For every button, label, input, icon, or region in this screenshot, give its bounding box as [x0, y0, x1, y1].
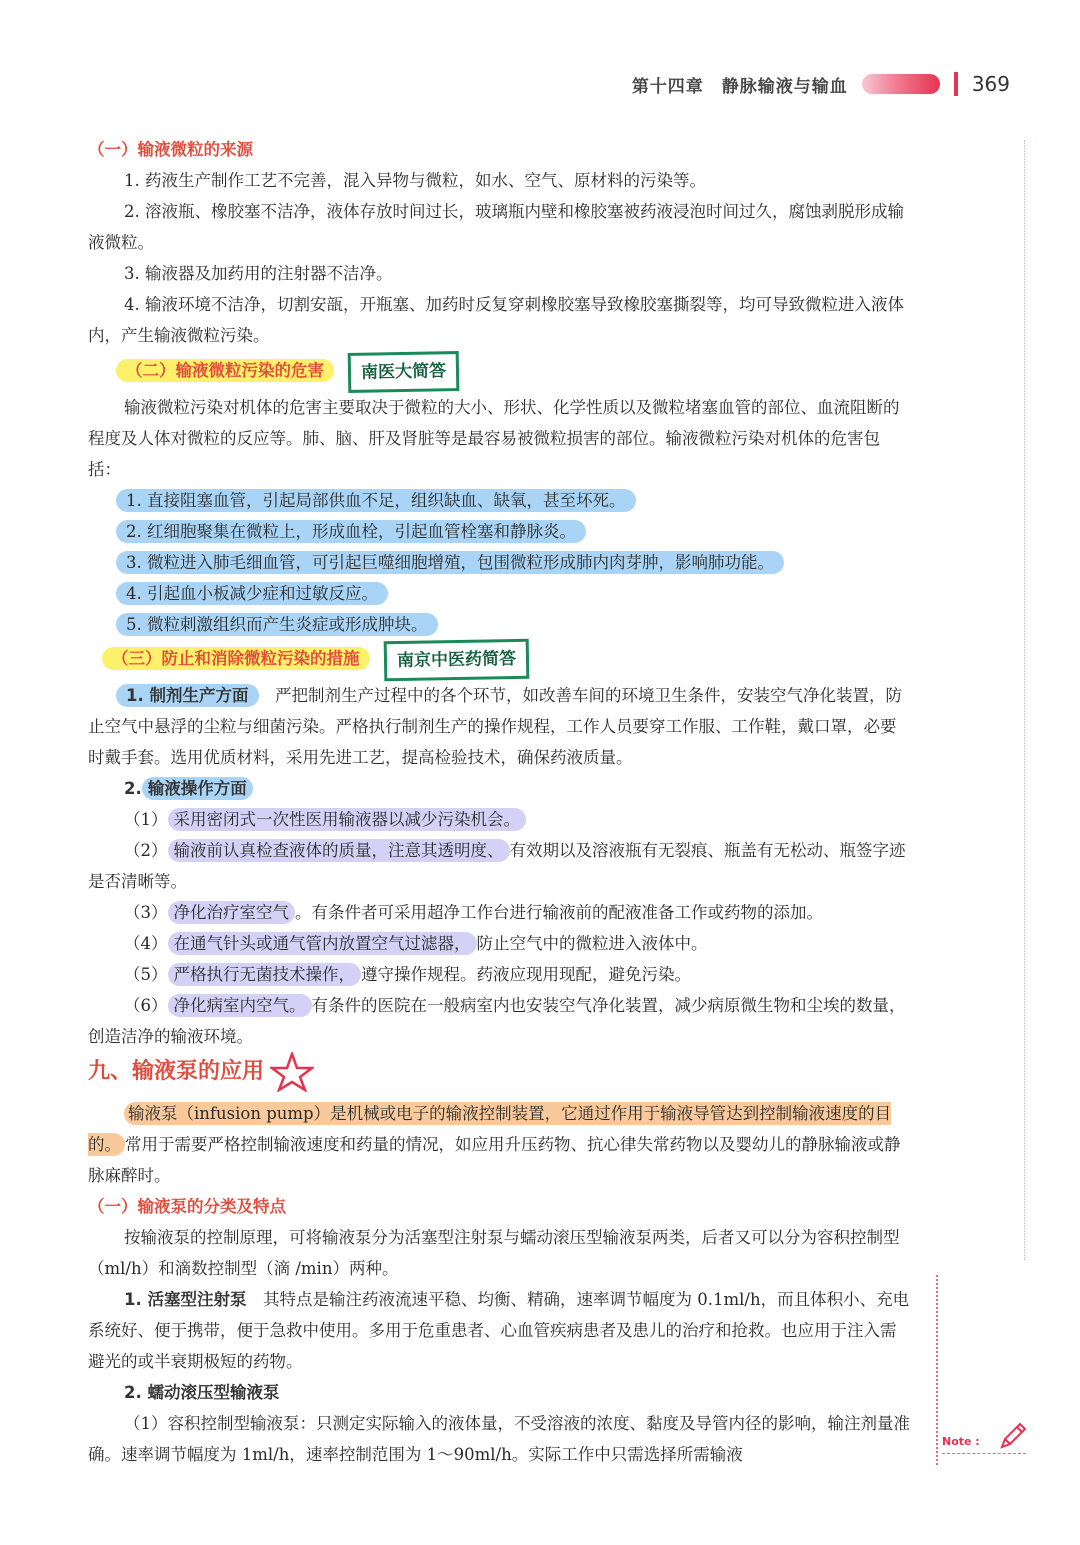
- paragraph: 1. 活塞型注射泵 其特点是输注药液流速平稳、均衡、精确，速率调节幅度为 0.1ml/h，而且体积小、充电系统好、便于携带，便于急救中使用。多用于危重患者、心血管疾病患者及患儿的治疗和抢救。也应用于注入需避光的或半衰期极短的药物。: [88, 1289, 910, 1371]
- list-item: 3. 微粒进入肺毛细血管，可引起巨噬细胞增殖，包围微粒形成肺内肉芽肿，影响肺功能。: [116, 547, 910, 578]
- list-item: （1） 采用密闭式一次性医用输液器以减少污染机会。: [88, 804, 910, 835]
- paragraph: （1）容积控制型输液泵：只测定实际输入的液体量，不受溶液的浓度、黏度及导管内径的影响，输注剂量准确。速率调节幅度为 1ml/h，速率控制范围为 1～90ml/h。实际工作中只需选择所需输液: [88, 1413, 910, 1464]
- margin-dotted-line: [1024, 140, 1025, 1260]
- subheading-production: 1. 制剂生产方面: [116, 684, 259, 707]
- list-item: （6） 净化病室内空气。 有条件的医院在一般病室内也安装空气净化装置，减少病原微生物和尘埃的数量，创造洁净的输液环境。: [88, 995, 906, 1046]
- heading-particle-sources: （一）输液微粒的来源: [88, 140, 253, 159]
- chapter-color-bar: [862, 74, 940, 94]
- note-dotted-line: [936, 1275, 938, 1465]
- subheading-row-operation: 2. 输液操作方面: [124, 773, 910, 804]
- star-icon: [270, 1052, 314, 1092]
- list-item: （4） 在通气针头或通气管内放置空气过滤器， 防止空气中的微粒进入液体中。: [124, 933, 708, 953]
- heading-prevention-measures: （三）防止和消除微粒污染的措施: [102, 647, 370, 670]
- paragraph: 输液微粒污染对机体的危害主要取决于微粒的大小、形状、化学性质以及微粒堵塞血管的部位、血流阻断的程度及人体对微粒的反应等。肺、脑、肝及肾脏等是最容易被微粒损害的部位。输液微粒污染对机体的危害包括：: [88, 397, 900, 479]
- paragraph: 输液泵（infusion pump）是机械或电子的输液控制装置，它通过作用于输液导管达到控制输液速度的目的。 常用于需要严格控制输液速度和药量的情况，如应用升压药物、抗心律失常药物以及婴幼儿的静脉输液或静脉麻醉时。: [88, 1103, 901, 1185]
- list-item: 5. 微粒刺激组织而产生炎症或形成肿块。: [116, 609, 910, 640]
- note-margin: [934, 1275, 1034, 1465]
- note-underline: [942, 1453, 1026, 1454]
- page-number-separator: [954, 72, 958, 96]
- paragraph: 1. 制剂生产方面 严把制剂生产过程中的各个环节，如改善车间的环境卫生条件，安装空气净化装置，防止空气中悬浮的尘粒与细菌污染。严格执行制剂生产的操作规程，工作人员要穿工作服、工作鞋，戴口罩，必要时戴手套。选用优质材料，采用先进工艺，提高检验技术，确保药液质量。: [88, 685, 902, 767]
- list-item: （2） 输液前认真检查液体的质量，注意其透明度、 有效期以及溶液瓶有无裂痕、瓶盖有无松动、瓶签字迹是否清晰等。: [88, 840, 906, 891]
- list-item: 1. 直接阻塞血管，引起局部供血不足，组织缺血、缺氧，甚至坏死。: [116, 485, 910, 516]
- list-item: 2. 红细胞聚集在微粒上，形成血栓，引起血管栓塞和静脉炎。: [116, 516, 910, 547]
- page-content: [88, 134, 910, 1470]
- heading-pump-types: （一）输液泵的分类及特点: [88, 1196, 286, 1216]
- paragraph: 4. 输液环境不洁净，切割安瓿，开瓶塞、加药时反复穿刺橡胶塞导致橡胶塞撕裂等，均可导致微粒进入液体内，产生输液微粒污染。: [88, 295, 904, 345]
- list-item: （5） 严格执行无菌技术操作， 遵守操作规程。药液应现用现配，避免污染。: [124, 964, 691, 984]
- chapter-title: 第十四章 静脉输液与输血: [631, 76, 848, 97]
- subheading-syringe-pump: 1. 活塞型注射泵: [124, 1289, 247, 1309]
- paragraph: 1. 药液生产制作工艺不完善，混入异物与微粒，如水、空气、原材料的污染等。: [124, 171, 706, 190]
- heading-row-prevention: [102, 640, 910, 680]
- subheading-peristaltic-pump: 2. 蠕动滚压型输液泵: [124, 1382, 280, 1402]
- paragraph: 3. 输液器及加药用的注射器不洁净。: [124, 264, 393, 283]
- paragraph: 2. 溶液瓶、橡胶塞不洁净，液体存放时间过长，玻璃瓶内壁和橡胶塞被药液浸泡时间过久，腐蚀剥脱形成输液微粒。: [88, 202, 904, 252]
- heading-particle-hazards: （二）输液微粒污染的危害: [116, 359, 334, 382]
- pencil-icon: [998, 1421, 1028, 1451]
- running-header: [632, 68, 1010, 100]
- list-item: （3） 净化治疗室空气 。有条件者可采用超净工作台进行输液前的配液准备工作或药物的添加。: [124, 902, 823, 922]
- heading-row-hazards: [116, 351, 910, 392]
- subheading-operation: 输液操作方面: [142, 777, 253, 800]
- heading-infusion-pump: 九、输液泵的应用: [88, 1052, 910, 1092]
- paragraph: 按输液泵的控制原理，可将输液泵分为活塞型注射泵与蠕动滚压型输液泵两类，后者又可以分为容积控制型（ml/h）和滴数控制型（滴 /min）两种。: [88, 1227, 900, 1278]
- page-number: 369: [971, 72, 1010, 96]
- note-label: Note :: [942, 1435, 980, 1448]
- exam-stamp: 南医大简答: [348, 351, 460, 393]
- exam-stamp: 南京中医药简答: [383, 638, 529, 681]
- list-item: 4. 引起血小板减少症和过敏反应。: [116, 578, 910, 609]
